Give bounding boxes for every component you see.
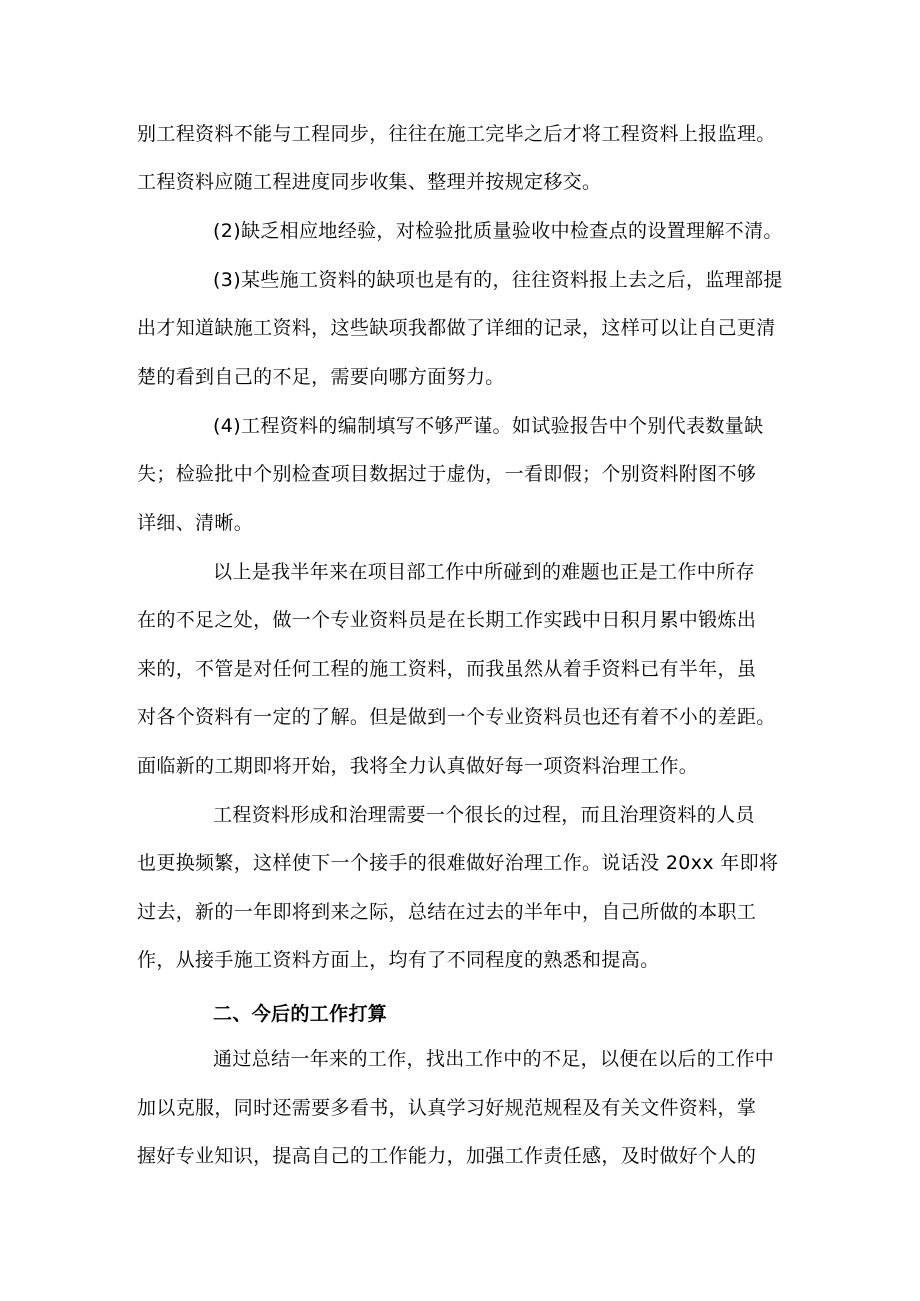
text-line: 详细、清晰。 — [137, 512, 254, 534]
text-line: 面临新的工期即将开始，我将全力认真做好每一项资料治理工作。 — [137, 755, 699, 777]
text-line: 加以克服，同时还需要多看书，认真学习好规范规程及有关文件资料，掌 — [137, 1097, 757, 1119]
text-line: 失；检验批中个别检查项目数据过于虚伪，一看即假；个别资料附图不够 — [137, 463, 757, 485]
text-line: 楚的看到自己的不足，需要向哪方面努力。 — [137, 366, 505, 388]
text-line: (3)某些施工资料的缺项也是有的，往往资料报上去之后，监理部提 — [213, 269, 783, 291]
text-line: 也更换频繁，这样使下一个接手的很难做好治理工作。说话没 20xx 年即将 — [137, 852, 779, 874]
text-line: 工程资料形成和治理需要一个很长的过程，而且治理资料的人员 — [213, 804, 755, 826]
text-line: 以上是我半年来在项目部工作中所碰到的难题也正是工作中所存 — [213, 561, 755, 583]
text-line: 在的不足之处，做一个专业资料员是在长期工作实践中日积月累中锻炼出 — [137, 609, 757, 631]
text-line: 别工程资料不能与工程同步，往往在施工完毕之后才将工程资料上报监理。 — [137, 123, 776, 145]
text-line: 来的，不管是对任何工程的施工资料，而我虽然从着手资料已有半年，虽 — [137, 658, 757, 680]
section-heading: 二、今后的工作打算 — [213, 1003, 388, 1025]
text-line: (2)缺乏相应地经验，对检验批质量验收中检查点的设置理解不清。 — [213, 220, 783, 242]
text-line: 对各个资料有一定的了解。但是做到一个专业资料员也还有着不小的差距。 — [137, 706, 776, 728]
text-line: (4)工程资料的编制填写不够严谨。如试验报告中个别代表数量缺 — [213, 415, 764, 437]
text-line: 出才知道缺施工资料，这些缺项我都做了详细的记录，这样可以让自己更清 — [137, 317, 776, 339]
text-line: 握好专业知识，提高自己的工作能力，加强工作责任感，及时做好个人的 — [137, 1145, 757, 1167]
text-line: 通过总结一年来的工作，找出工作中的不足，以便在以后的工作中 — [213, 1048, 775, 1070]
text-line: 作，从接手施工资料方面上，均有了不同程度的熟悉和提高。 — [137, 949, 660, 971]
text-line: 过去，新的一年即将到来之际，总结在过去的半年中，自己所做的本职工 — [137, 901, 757, 923]
text-line: 工程资料应随工程进度同步收集、整理并按规定移交。 — [137, 171, 602, 193]
